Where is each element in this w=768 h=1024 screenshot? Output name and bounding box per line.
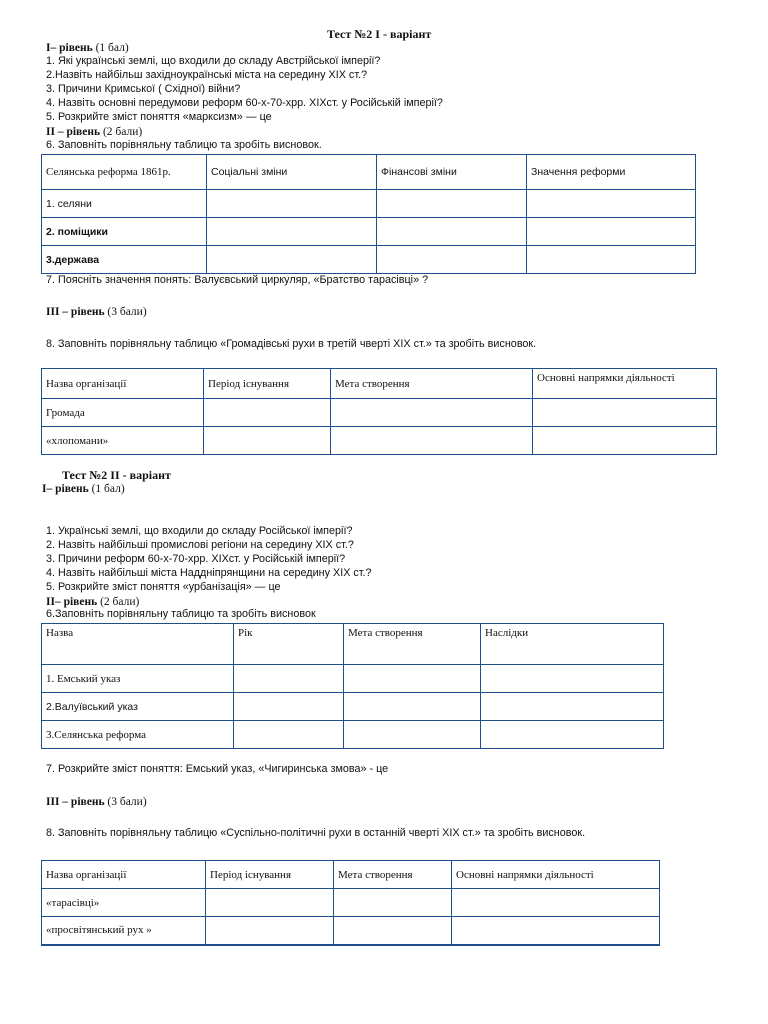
table-cell-empty[interactable] [334, 889, 452, 917]
table-cell-empty[interactable] [481, 665, 664, 693]
variant2-title: Тест №2 ІІ - варіант [62, 468, 171, 482]
table-cell-empty[interactable] [452, 917, 660, 945]
table-cell-empty[interactable] [204, 427, 331, 455]
table-cell-empty[interactable] [206, 917, 334, 945]
variant1-level3-heading [46, 305, 147, 319]
table-cell-empty[interactable] [331, 427, 533, 455]
variant1-question-6: 6. Заповніть порівняльну таблицю та зробіть висновок. [46, 139, 322, 151]
table-row-label: 3.Селянська реформа [42, 721, 234, 749]
table-cell-empty[interactable] [533, 399, 717, 427]
table-cell-empty[interactable] [331, 399, 533, 427]
variant2-level2-heading [46, 595, 139, 609]
level-points: (3 бали) [104, 796, 147, 808]
table-cell-empty[interactable] [207, 218, 377, 246]
table-cell-empty[interactable] [481, 721, 664, 749]
table-header-cell: Соціальні зміни [207, 155, 377, 190]
variant2-question-7: 7. Розкрийте зміст поняття: Емський указ, «Чигиринська змова» - це [46, 763, 389, 775]
table-row [42, 693, 664, 721]
level-label: ІІІ – рівень [46, 306, 105, 318]
variant2-level3-heading [46, 795, 147, 809]
table-header-cell: Мета створення [334, 861, 452, 889]
table-cell-empty[interactable] [344, 693, 481, 721]
table-cell-empty[interactable] [527, 246, 696, 274]
table-cell-empty[interactable] [527, 218, 696, 246]
variant2-question-5: 5. Розкрийте зміст поняття «урбанізація» — це [46, 581, 281, 593]
table-header-cell: Назва організації [42, 369, 204, 399]
table-row [42, 721, 664, 749]
table-row-label: «тарасівці» [42, 889, 206, 917]
table-header-cell: Назва [42, 624, 234, 665]
table-header-cell: Селянська реформа 1861р. [42, 155, 207, 190]
variant1-table-reform [41, 154, 696, 274]
variant2-question-2: 2. Назвіть найбільші промислові регіони на середину ХІХ ст.? [46, 539, 354, 551]
variant2-table-decrees [41, 623, 664, 749]
table-header-row [42, 155, 696, 190]
table-header-cell: Рік [234, 624, 344, 665]
table-row-label: «хлопомани» [42, 427, 204, 455]
level-label: ІІІ – рівень [46, 796, 105, 808]
variant2-question-3: 3. Причини реформ 60-х-70-хрр. ХІХст. у Російській імперії? [46, 553, 346, 565]
table-header-cell: Фінансові зміни [377, 155, 527, 190]
table-cell-empty[interactable] [204, 399, 331, 427]
table-header-row [42, 624, 664, 665]
level-label: І– рівень [42, 483, 89, 495]
table-cell-empty[interactable] [234, 693, 344, 721]
variant2-question-4: 4. Назвіть найбільші міста Наддніпрянщини на середину ХІХ ст.? [46, 567, 372, 579]
variant1-table-hromady [41, 368, 717, 455]
table-row-label: 1. Емський указ [42, 665, 234, 693]
table-header-cell: Наслідки [481, 624, 664, 665]
variant1-question-7: 7. Поясніть значення понять: Валуєвський циркуляр, «Братство тарасівці» ? [46, 274, 429, 286]
table-row-label: 3.держава [42, 246, 207, 274]
table-cell-empty[interactable] [377, 246, 527, 274]
table-cell-empty[interactable] [344, 665, 481, 693]
table-header-cell: Період існування [206, 861, 334, 889]
table-header-cell: Значення реформи [527, 155, 696, 190]
variant2-question-6: 6.Заповніть порівняльну таблицю та зробіть висновок [46, 608, 316, 620]
variant2-question-1: 1. Українські землі, що входили до складу Російської імперії? [46, 525, 353, 537]
table-cell-empty[interactable] [234, 665, 344, 693]
table-row [42, 427, 717, 455]
level-points: (2 бали) [97, 596, 140, 608]
table-row-label: 1. селяни [42, 190, 207, 218]
variant1-question-2: 2.Назвіть найбільш західноукраїнські міста на середину ХІХ ст.? [46, 69, 368, 81]
table-header-cell: Мета створення [344, 624, 481, 665]
variant1-question-3: 3. Причини Кримської ( Східної) війни? [46, 83, 241, 95]
level-points: (2 бали) [100, 126, 143, 138]
table-header-cell: Основні напрямки діяльності [533, 369, 717, 399]
table-row [42, 190, 696, 218]
variant1-level1-heading [46, 41, 129, 55]
table-cell-empty[interactable] [207, 190, 377, 218]
table-row-label: «просвітянський рух » [42, 917, 206, 945]
level-points: (3 бали) [104, 306, 147, 318]
table-cell-empty[interactable] [377, 218, 527, 246]
variant1-title: Тест №2 І - варіант [327, 27, 432, 41]
variant1-question-4: 4. Назвіть основні передумови реформ 60-х-70-хрр. ХІХст. у Російській імперії? [46, 97, 443, 109]
table-cell-empty[interactable] [206, 889, 334, 917]
table-cell-empty[interactable] [452, 889, 660, 917]
variant1-question-1: 1. Які українські землі, що входили до складу Австрійської імперії? [46, 55, 381, 67]
table-row-label: 2.Валуївський указ [42, 693, 234, 721]
variant2-level1-heading [42, 482, 125, 496]
table-cell-empty[interactable] [334, 917, 452, 945]
table-row [42, 889, 660, 917]
level-points: (1 бал) [92, 42, 129, 54]
variant2-question-8: 8. Заповніть порівняльну таблицю «Суспільно-політичні рухи в останній чверті ХІХ ст.» та зробіть висновок. [46, 827, 586, 839]
variant1-question-5: 5. Розкрийте зміст поняття «марксизм» — це [46, 111, 272, 123]
table-cell-empty[interactable] [377, 190, 527, 218]
table-row-label: Громада [42, 399, 204, 427]
level-label: І– рівень [46, 42, 93, 54]
variant2-table-movements [41, 860, 660, 946]
variant1-question-8: 8. Заповніть порівняльну таблицю «Громадівські рухи в третій чверті ХІХ ст.» та зробіть висновок. [46, 338, 537, 350]
table-cell-empty[interactable] [481, 693, 664, 721]
table-header-cell: Мета створення [331, 369, 533, 399]
level-label: ІІ– рівень [46, 596, 98, 608]
table-row [42, 399, 717, 427]
table-header-cell: Назва організації [42, 861, 206, 889]
level-points: (1 бал) [88, 483, 125, 495]
table-row [42, 917, 660, 945]
table-header-row [42, 369, 717, 399]
table-row-label: 2. поміщики [42, 218, 207, 246]
table-header-row [42, 861, 660, 889]
table-cell-empty[interactable] [234, 721, 344, 749]
table-row [42, 218, 696, 246]
table-cell-empty[interactable] [527, 190, 696, 218]
table-row [42, 665, 664, 693]
table-header-cell: Основні напрямки діяльності [452, 861, 660, 889]
table-cell-empty[interactable] [344, 721, 481, 749]
variant1-level2-heading [46, 125, 142, 139]
table-cell-empty[interactable] [207, 246, 377, 274]
table-row [42, 246, 696, 274]
table-cell-empty[interactable] [533, 427, 717, 455]
level-label: ІІ – рівень [46, 126, 101, 138]
table-header-cell: Період існування [204, 369, 331, 399]
